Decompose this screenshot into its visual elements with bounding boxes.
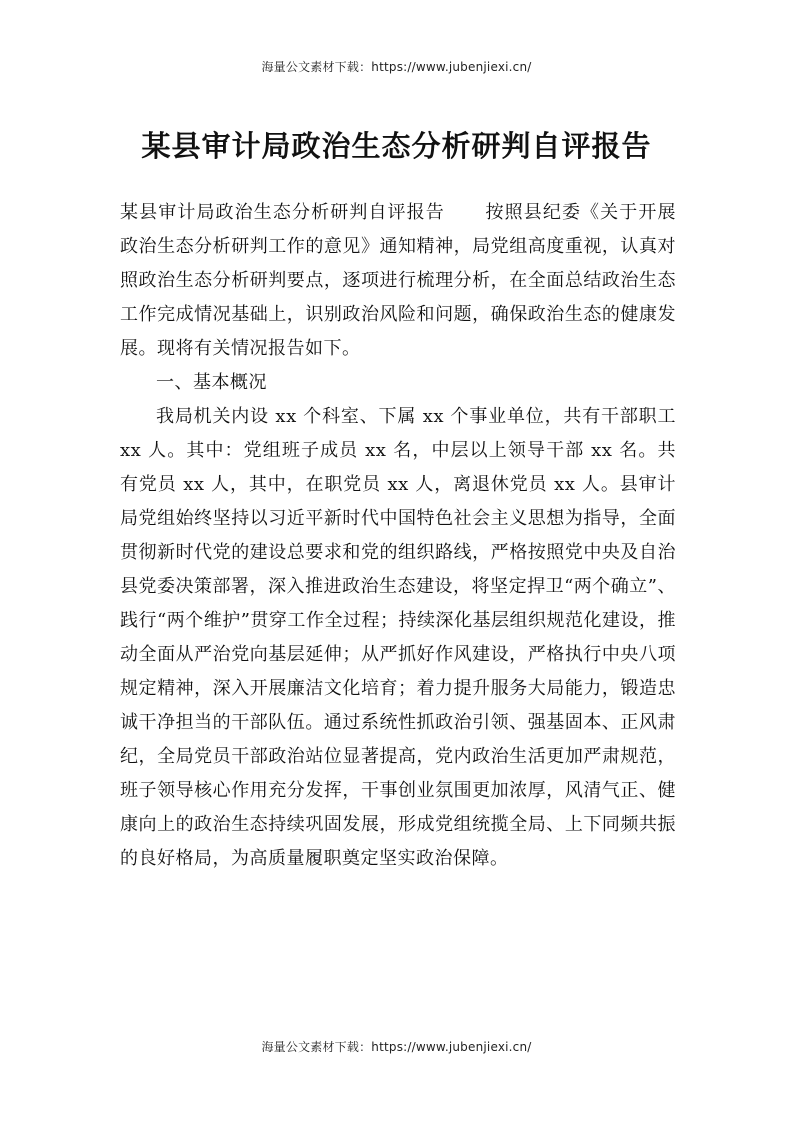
section-heading: 一、基本概况: [156, 372, 267, 393]
footer-download-note: 海量公文素材下载：https://www.jubenjiexi.cn/: [261, 1040, 532, 1054]
intro-lead: 某县审计局政治生态分析研判自评报告: [120, 202, 445, 223]
section-paragraph: 我局机关内设 xx 个科室、下属 xx 个事业单位，共有干部职工 xx 人。其中：党组班子成员 xx 名，中层以上领导干部 xx 名。共有党员 xx 人，其中，在职党员 xx 人，离退休党员 xx 人。县审计局党组始终坚持以习近平新时代中国特色社会主义思想为指导，全面贯彻新时代党的建设总要求和党的组织路线，严格按照党中央及自治县党委决策部署，深入推进政治生态建设，将坚定捍卫“两个确立”、践行“两个维护”贯穿工作全过程；持续深化基层组织规范化建设，推动全面从严治党向基层延伸；从严抓好作风建设，严格执行中央八项规定精神，深入开展廉洁文化培育；着力提升服务大局能力，锻造忠诚干净担当的干部队伍。通过系统性抓政治引领、强基固本、正风肃纪，全局党员干部政治站位显著提高，党内政治生活更加严肃规范，班子领导核心作用充分发挥，干事创业氛围更加浓厚，风清气正、健康向上的政治生态持续巩固发展，形成党组统揽全局、上下同频共振的良好格局，为高质量履职奠定坚实政治保障。: [120, 406, 676, 869]
document-title: 某县审计局政治生态分析研判自评报告: [141, 129, 652, 163]
document-body: [120, 196, 676, 876]
intro-paragraph: [120, 196, 676, 366]
header-download-note: 海量公文素材下载：https://www.jubenjiexi.cn/: [261, 60, 532, 74]
intro-text: 按照县纪委《关于开展政治生态分析研判工作的意见》通知精神，局党组高度重视，认真对照政治生态分析研判要点，逐项进行梳理分析，在全面总结政治生态工作完成情况基础上，识别政治风险和问题，确保政治生态的健康发展。现将有关情况报告如下。: [120, 202, 677, 359]
